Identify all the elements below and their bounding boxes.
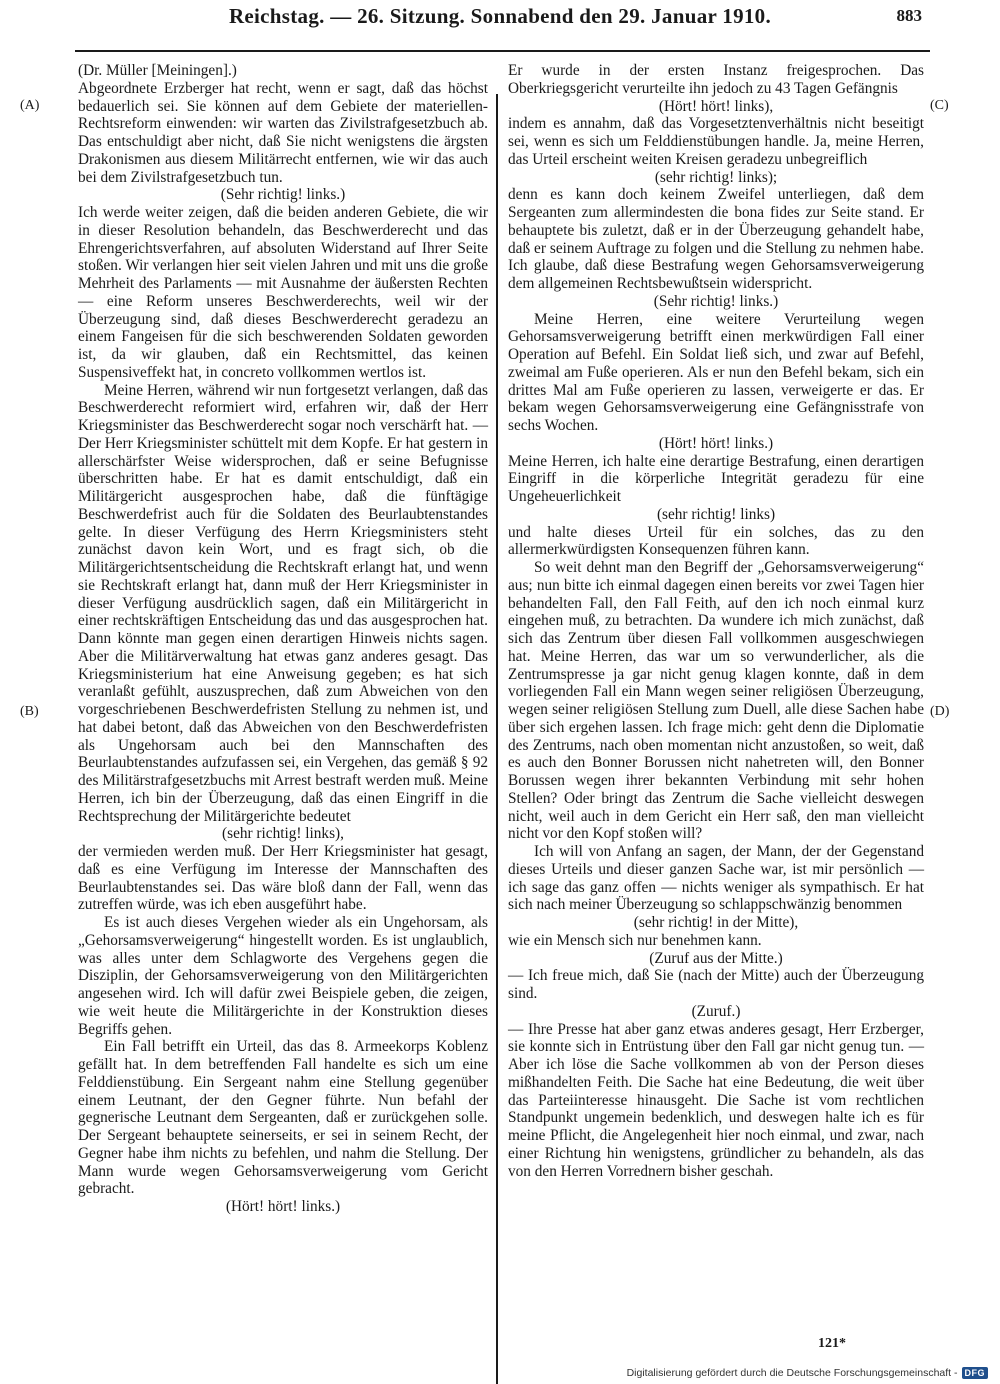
- paragraph: der vermieden werden muß. Der Herr Kriegsminister hat gesagt, daß es eine Verfügung im Interesse der Mannschaften des Beurlaubtenstandes sei. Das wäre bloß dann der Fall, wenn das zutreffen würde, was ich eben ausgeführt habe.: [78, 843, 488, 914]
- footer-credit: Digitalisierung gefördert durch die Deutsche Forschungsgemeinschaft -: [626, 1367, 958, 1379]
- paragraph: Er wurde in der ersten Instanz freigesprochen. Das Oberkriegsgericht verurteilte ihn jedoch zu 43 Tagen Gefängnis: [508, 62, 924, 97]
- paragraph: Ich werde weiter zeigen, daß die beiden anderen Gebiete, die wir in dieser Resolution behandeln, das Beschwerderecht und das Ehrengerichtsverfahren, auf absoluten Widerstand auf Ihrer Seite stoßen. Wir verlangen hier seit vielen Jahren und mit uns die große Mehrheit des Parlaments — mit Ausnahme der äußersten Rechten — eine Reform unseres Beschwerderechts, weil wir der Überzeugung sind, daß dieses Beschwerderecht geradezu an einem Fangeisen für die sich beschwerenden Soldaten geworden ist, da wir glauben, daß ein Rechtsmittel, das keinen Suspensiveffekt hat, in concreto vollkommen wertlos ist.: [78, 204, 488, 381]
- dfg-logo: DFG: [962, 1367, 989, 1379]
- right-column: [508, 62, 924, 1180]
- paragraph: Abgeordnete Erzberger hat recht, wenn er sagt, daß das höchst bedauerlich sei. Sie können auf dem Gebiete der materiellen-Rechtsreform einwenden: wir warten das Zivilstrafgesetzbuch ab. Das entschuldigt aber nicht, daß Sie nicht wenigstens die ärgsten Drakonismen aus diesem Militärrecht entfernen, wie wir das auch bei dem Zivilstrafgesetzbuch tun.: [78, 79, 488, 186]
- paragraph: Es ist auch dieses Vergehen wieder als ein Ungehorsam, als „Gehorsamsverweigerung“ hingestellt worden. Es ist unglaublich, was alles unter dem Schlagworte des Vergehens gegen die Disziplin, der Gehorsamsverweigerung von den Militärgerichten angesehen wird. Ich will dafür zwei Beispiele geben, die zeigen, wie weit heute die Militärgerichte in der Konstruktion dieses Begriffs gehen.: [78, 914, 488, 1038]
- paragraph: — Ich freue mich, daß Sie (nach der Mitte) auch der Überzeugung sind.: [508, 967, 924, 1002]
- paragraph: indem es annahm, daß das Vorgesetztenverhältnis nicht beseitigt sei, wenn es sich um Felddienstübungen handle. Ja, meine Herren, das Urteil erscheint weiten Kreisen geradezu unbegreiflich: [508, 115, 924, 168]
- interjection: (Hört! hört! links),: [658, 97, 774, 115]
- paragraph: Meine Herren, ich halte eine derartige Bestrafung, einen derartigen Eingriff in die körperliche Integrität geradezu für eine Ungeheuerlichkeit: [508, 452, 924, 505]
- speaker-label: (Dr. Müller [Meiningen].): [78, 62, 237, 79]
- interjection: (Zuruf aus der Mitte.): [649, 949, 783, 967]
- paragraph: und halte dieses Urteil für ein solches, das zu den allermerkwürdigsten Konsequenzen führen kann.: [508, 523, 924, 559]
- paragraph: Meine Herren, während wir nun fortgesetzt verlangen, daß das Beschwerderecht reformiert wird, erfahren wir, daß der Herr Kriegsminister das Beschwerderecht sogar noch verschärft hat. — Der Herr Kriegsminister schüttelt mit dem Kopfe. Er hat gestern in allerschärfster Weise widersprochen, daß er seine Befugnisse überschritten habe. Er hat es damit entschuldigt, daß ein Militärgericht ausgesprochen habe, daß die fünftägige Beschwerdefrist auch für die Soldaten des Beurlaubtenstandes gelte. In dieser Verfügung des Herrn Kriegsministers steht zunächst davon kein Wort, und es fragt sich, ob die Militärgerichtsentscheidung die Rechtskraft erlangt hat, und wenn sie Rechtskraft erlangt hat, dann muß der Herr Kriegsminister in dieser Verfügung ausdrücklich sagen, daß ein Militärgericht in einer rechtskräftigen Entscheidung das und das ausgesprochen hat. Dann könnte man gegen einen derartigen Hinweis nichts sagen. Aber die Militärverwaltung hat etwas ganz anderes gesagt. Das Kriegsministerium hat eine Anweisung gegeben; es hat sich veranlaßt gefühlt, auszusprechen, daß zum Abweichen von den vorgeschriebenen Beschwerdefristen Stellung zu nehmen ist, und hat dabei betont, daß das Abweichen von den Beschwerdefristen als Ungehorsam auch bei den Mannschaften des Beurlaubtenstandes aufzufassen sei, ein Vergehen, das gemäß § 92 des Militärstrafgesetzbuchs mit Arrest bestraft werden muß. Meine Herren, ich bin der Überzeugung, daß das einen Eingriff in die Rechtsprechung der Militärgerichte bedeutet: [78, 381, 488, 825]
- interjection: (sehr richtig! links): [656, 505, 776, 523]
- paragraph: Ein Fall betrifft ein Urteil, das das 8. Armeekorps Koblenz gefällt hat. In dem betreffenden Fall handelte es sich um eine Felddienstübung. Ein Sergeant nahm eine Stellung gegenüber einem Leutnant, der den Gegner führte. Nun befahl der gegnerische Leutnant dem Sergeanten, daß er zurückgehen solle. Der Sergeant behauptete seinerseits, er sei in seinem Recht, der Gegner habe ihm nichts zu befehlen, und nahm die Stellung. Der Mann wurde wegen Gehorsamsverweigerung vom Gericht gebracht.: [78, 1038, 488, 1198]
- interjection: (Sehr richtig! links.): [220, 186, 346, 204]
- interjection: (Hört! hört! links.): [225, 1198, 341, 1215]
- column-divider: [496, 94, 498, 1384]
- header-rule: [75, 50, 930, 52]
- paragraph: wie ein Mensch sich nur benehmen kann.: [508, 931, 762, 949]
- interjection: (Sehr richtig! links.): [653, 292, 779, 310]
- interjection: (sehr richtig! links);: [654, 168, 778, 186]
- margin-mark-a: (A): [20, 98, 40, 113]
- margin-mark-d: (D): [930, 704, 950, 719]
- paragraph: Meine Herren, eine weitere Verurteilung wegen Gehorsamsverweigerung betrifft einen merkwürdigen Fall einer Operation auf Befehl. Ein Soldat ließ sich, und zwar auf Befehl, zweimal am Fuße operieren. Als er nun den Befehl bekam, sich ein drittes Mal am Fuße operieren zu lassen, verweigerte er das. Er bekam wegen Gehorsamsverweigerung eine Gefängnisstrafe von sechs Wochen.: [508, 310, 924, 434]
- interjection: (Hört! hört! links.): [658, 434, 774, 452]
- interjection: (sehr richtig! links),: [222, 825, 344, 843]
- interjection: (sehr richtig! in der Mitte),: [633, 914, 799, 931]
- page-header-title: Reichstag. — 26. Sitzung. Sonnabend den 29. Januar 1910.: [228, 4, 772, 28]
- left-column: [78, 62, 488, 1216]
- sheet-signature: 121*: [818, 1336, 846, 1351]
- margin-mark-c: (C): [930, 98, 949, 113]
- page-number: 883: [896, 6, 922, 25]
- paragraph: denn es kann doch keinem Zweifel unterliegen, daß dem Sergeanten zum allermindesten die bona fides zur Seite stand. Er behauptete bis zuletzt, daß er in der Überzeugung gehandelt habe, daß er seinem Auftrage zu folgen und die Stellung zu nehmen habe. Ich glaube, daß diese Bestrafung wegen Gehorsamsverweigerung dem allgemeinen Rechtsbewußtsein widerspricht.: [508, 186, 924, 292]
- margin-mark-b: (B): [20, 704, 39, 719]
- paragraph: So weit dehnt man den Begriff der „Gehorsamsverweigerung“ aus; nun bitte ich einmal dagegen einen bereits vor zwei Tagen hier behandelten Fall, den Fall Feith, auf den ich noch einmal kurz eingehen muß, zu betrachten. Da wundere ich mich zunächst, daß sich das Zentrum über diesen Fall vollkommen ausgeschwiegen hat. Meine Herren, das war um so verwunderlicher, als die Zentrumspresse ja gar nicht genug klagen konnte, daß in dem vorliegenden Fall ein Mann wegen seiner religiösen Überzeugung, wegen seiner religiösen Stellung zum Duell, alle diese Sachen habe über sich ergehen lassen. Ich frage mich: geht denn die Diplomatie des Zentrums, nach oben momentan nicht anzustoßen, so weit, daß es auch den Bonner Borussen nicht nahetreten will, den Bonner Borussen wegen ihrer bekannten Verbindung mit sehr hohen Stellen? Oder bringt das Zentrum die Sache vielleicht deswegen nicht, weil auch in dem Gericht ein Herr saß, den man vielleicht nicht vor den Kopf stoßen will?: [508, 559, 924, 843]
- paragraph: — Ihre Presse hat aber ganz etwas anderes gesagt, Herr Erzberger, sie konnte sich in Entrüstung über den Fall gar nicht genug tun. — Aber ich löse die Sache vollkommen ab von der Person dieses mißhandelten Feith. Die Sache hat eine Bedeutung, die weit über das Parteiinteresse hinausgeht. Die Sache ist vom rechtlichen Standpunkt ungemein bedenklich, und deswegen halte ich es für meine Pflicht, die Angelegenheit hier noch einmal, und zwar, nach einer Richtung hin wenigstens, gründlicher zu behandeln, als das von den Herren Vorrednern bisher geschah.: [508, 1020, 924, 1180]
- footer: [627, 1367, 988, 1379]
- paragraph: Ich will von Anfang an sagen, der Mann, der der Gegenstand dieses Urteils und dieser ganzen Sache war, ist mir persönlich — ich sage das ganz offen — nichts weniger als sympathisch. Er hat sich nach meiner Überzeugung so schlappschwänzig benommen: [508, 843, 924, 914]
- interjection: (Zuruf.): [691, 1002, 741, 1020]
